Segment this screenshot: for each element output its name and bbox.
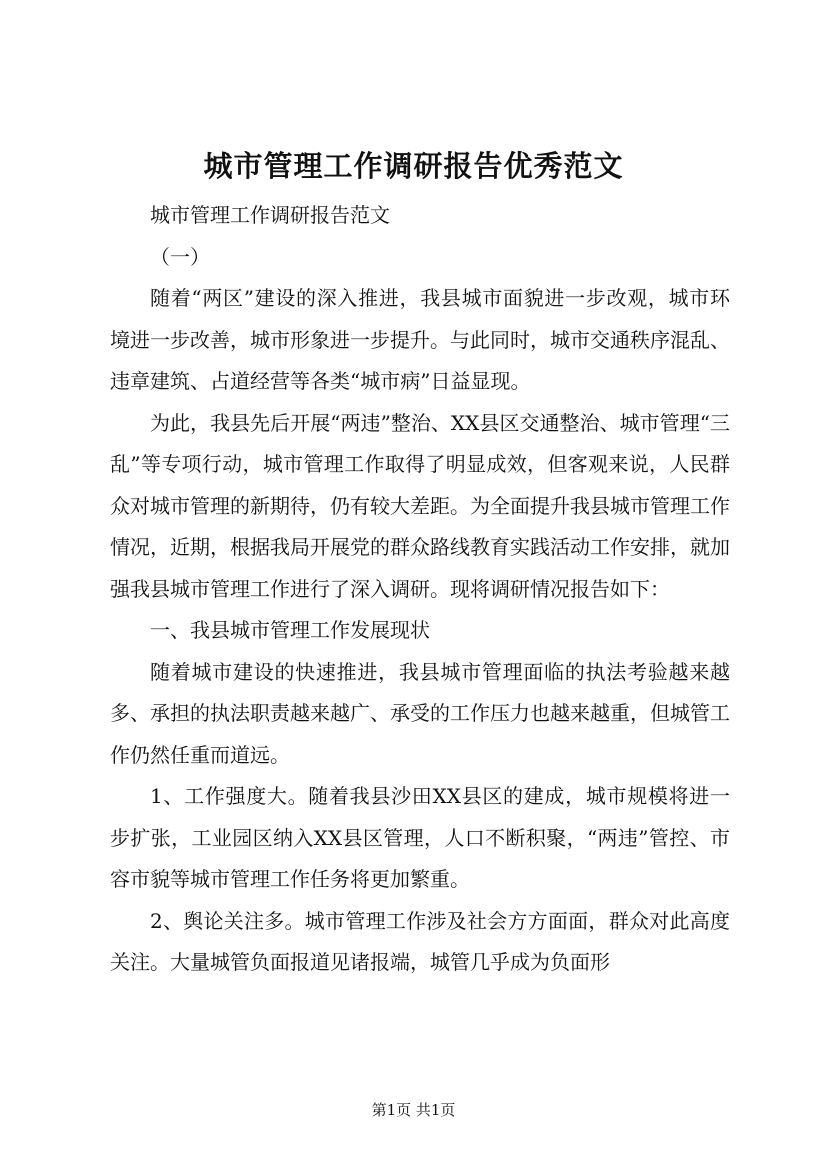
section-heading: 一、我县城市管理工作发展现状: [150, 618, 430, 642]
paragraph: 随着城市建设的快速推进，我县城市管理面临的执法考验越来越多、承担的执法职责越来越广、承受的工作压力也越来越重，但城管工作仍然任重而道远。: [110, 659, 730, 767]
paragraph: 随着“两区”建设的深入推进，我县城市面貌进一步改观，城市环境进一步改善，城市形象进一步提升。与此同时，城市交通秩序混乱、违章建筑、占道经营等各类“城市病”日益显现。: [110, 286, 730, 393]
paragraph: 为此，我县先后开展“两违”整治、XX县区交通整治、城市管理“三乱”等专项行动，城市管理工作取得了明显成效，但客观来说，人民群众对城市管理的新期待，仍有较大差距。为全面提升我县城市管理工作情况，近期，根据我局开展党的群众路线教育实践活动工作安排，就加强我县城市管理工作进行了深入调研。现将调研情况报告如下：: [110, 410, 730, 601]
document-title: 城市管理工作调研报告优秀范文: [203, 149, 624, 183]
document-body: [110, 195, 730, 984]
page-footer: 第1页 共1页: [371, 1101, 456, 1119]
paragraph-subtitle: 城市管理工作调研报告范文: [150, 203, 390, 227]
paragraph: 1、工作强度大。随着我县沙田XX县区的建成，城市规模将进一步扩张，工业园区纳入XX县区管理，人口不断积聚，“两违”管控、市容市貌等城市管理工作任务将更加繁重。: [110, 784, 730, 891]
paragraph: 2、舆论关注多。城市管理工作涉及社会方方面面，群众对此高度关注。大量城管负面报道见诸报端，城管几乎成为负面形: [110, 908, 730, 974]
paragraph-section-number: （一）: [150, 244, 210, 269]
